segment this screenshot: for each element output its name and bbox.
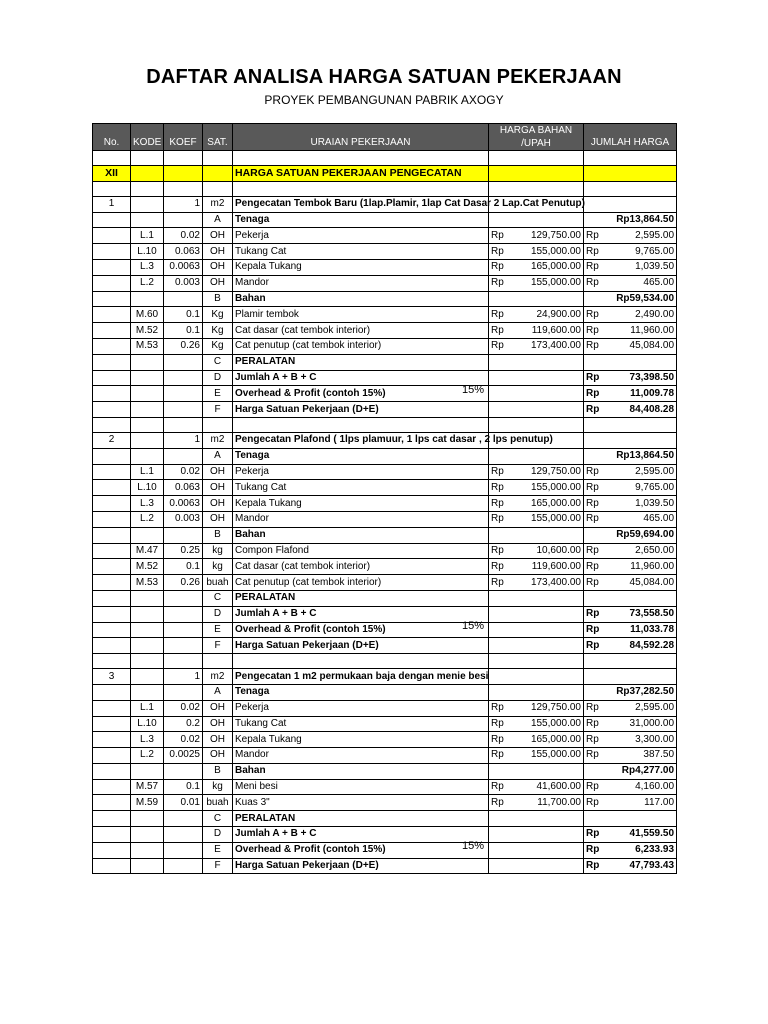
material-sat: kg (203, 559, 233, 575)
labor-sat: OH (203, 228, 233, 244)
material-amount: 11,960.00 (608, 559, 677, 575)
overhead-total: 6,233.93 (608, 842, 677, 858)
currency-label: Rp (584, 402, 608, 418)
material-code: M.53 (131, 338, 164, 354)
labor-price: 155,000.00 (513, 480, 584, 496)
group-letter: A (203, 212, 233, 228)
spacer-row (93, 417, 677, 432)
labor-code: L.2 (131, 275, 164, 291)
labor-code: L.10 (131, 480, 164, 496)
sum-total: 41,559.50 (608, 827, 677, 843)
material-code: M.60 (131, 307, 164, 323)
material-sat: Kg (203, 323, 233, 339)
material-row (93, 338, 677, 354)
group-total: Rp4,277.00 (584, 763, 677, 779)
sum-label: Jumlah A + B + C (233, 370, 489, 386)
header-uraian: URAIAN PEKERJAAN (233, 124, 489, 151)
group-c-row (93, 811, 677, 827)
header-harga (489, 124, 584, 151)
labor-row (93, 244, 677, 260)
material-desc: Cat penutup (cat tembok interior) (233, 338, 489, 354)
group-label: Bahan (233, 527, 489, 543)
item-title: Pengecatan 1 m2 permukaan baja dengan menie besi (233, 669, 489, 685)
material-price: 119,600.00 (513, 323, 584, 339)
material-code: M.57 (131, 779, 164, 795)
overhead-row (93, 386, 677, 402)
group-total: Rp59,694.00 (584, 527, 677, 543)
material-koef: 0.26 (164, 338, 203, 354)
labor-price: 155,000.00 (513, 511, 584, 527)
currency-label: Rp (489, 259, 513, 275)
material-desc: Compon Flafond (233, 543, 489, 559)
currency-label: Rp (489, 795, 513, 811)
sum-row (93, 370, 677, 386)
overhead-label: Overhead & Profit (contoh 15%) (235, 623, 386, 635)
labor-desc: Tukang Cat (233, 480, 489, 496)
labor-row (93, 275, 677, 291)
labor-row (93, 259, 677, 275)
currency-label: Rp (489, 275, 513, 291)
currency-label: Rp (489, 307, 513, 323)
labor-row (93, 732, 677, 748)
group-label: Bahan (233, 763, 489, 779)
overhead-row (93, 842, 677, 858)
labor-koef: 0.2 (164, 716, 203, 732)
labor-row (93, 700, 677, 716)
header-jumlah: JUMLAH HARGA (584, 124, 677, 151)
labor-amount: 387.50 (608, 748, 677, 764)
currency-label: Rp (489, 732, 513, 748)
material-koef: 0.1 (164, 779, 203, 795)
item-unit: m2 (203, 669, 233, 685)
material-koef: 0.1 (164, 323, 203, 339)
labor-koef: 0.02 (164, 228, 203, 244)
group-letter: A (203, 684, 233, 700)
header-kode: KODE (131, 124, 164, 151)
item-title: Pengecatan Tembok Baru (1lap.Plamir, 1lap Cat Dasar 2 Lap.Cat Penutup) (233, 196, 489, 212)
currency-label: Rp (584, 496, 608, 512)
currency-label: Rp (584, 795, 608, 811)
item-qty: 1 (164, 432, 203, 448)
labor-koef: 0.0063 (164, 259, 203, 275)
overhead-total: 11,033.78 (608, 622, 677, 638)
item-qty: 1 (164, 669, 203, 685)
labor-amount: 465.00 (608, 511, 677, 527)
labor-row (93, 480, 677, 496)
material-amount: 4,160.00 (608, 779, 677, 795)
labor-desc: Tukang Cat (233, 716, 489, 732)
labor-desc: Mandor (233, 275, 489, 291)
material-row (93, 795, 677, 811)
material-code: M.53 (131, 575, 164, 591)
unit-price-label: Harga Satuan Pekerjaan (D+E) (233, 858, 489, 874)
labor-koef: 0.003 (164, 275, 203, 291)
material-code: M.47 (131, 543, 164, 559)
currency-label: Rp (489, 323, 513, 339)
overhead-total: 11,009.78 (608, 386, 677, 402)
labor-sat: OH (203, 480, 233, 496)
labor-koef: 0.0025 (164, 748, 203, 764)
material-price: 24,900.00 (513, 307, 584, 323)
labor-amount: 3,300.00 (608, 732, 677, 748)
currency-label: Rp (489, 543, 513, 559)
material-desc: Kuas 3" (233, 795, 489, 811)
labor-sat: OH (203, 511, 233, 527)
group-letter: F (203, 402, 233, 418)
group-letter: C (203, 811, 233, 827)
group-letter: E (203, 386, 233, 402)
group-letter: F (203, 858, 233, 874)
material-row (93, 575, 677, 591)
currency-label: Rp (584, 842, 608, 858)
price-analysis-table (92, 123, 677, 874)
labor-amount: 31,000.00 (608, 716, 677, 732)
labor-row (93, 228, 677, 244)
group-letter: A (203, 448, 233, 464)
currency-label: Rp (584, 511, 608, 527)
labor-row (93, 716, 677, 732)
group-letter: D (203, 370, 233, 386)
material-amount: 2,650.00 (608, 543, 677, 559)
currency-label: Rp (584, 575, 608, 591)
group-label: Tenaga (233, 448, 489, 464)
item-header-row (93, 196, 677, 212)
currency-label: Rp (584, 307, 608, 323)
overhead-percent: 15% (461, 619, 484, 632)
material-amount: 45,084.00 (608, 338, 677, 354)
currency-label: Rp (489, 244, 513, 260)
labor-code: L.1 (131, 228, 164, 244)
labor-koef: 0.063 (164, 244, 203, 260)
currency-label: Rp (584, 480, 608, 496)
labor-desc: Kepala Tukang (233, 496, 489, 512)
material-price: 119,600.00 (513, 559, 584, 575)
labor-code: L.2 (131, 748, 164, 764)
spacer-row (93, 151, 677, 166)
unit-price-total: 84,592.28 (608, 638, 677, 654)
labor-amount: 1,039.50 (608, 496, 677, 512)
unit-price-label: Harga Satuan Pekerjaan (D+E) (233, 638, 489, 654)
group-b-row (93, 291, 677, 307)
material-koef: 0.1 (164, 559, 203, 575)
material-sat: Kg (203, 338, 233, 354)
labor-price: 165,000.00 (513, 496, 584, 512)
currency-label: Rp (584, 700, 608, 716)
material-code: M.52 (131, 559, 164, 575)
labor-price: 155,000.00 (513, 244, 584, 260)
labor-desc: Mandor (233, 748, 489, 764)
group-label: PERALATAN (233, 354, 489, 370)
group-a-row (93, 684, 677, 700)
labor-price: 129,750.00 (513, 464, 584, 480)
material-sat: buah (203, 575, 233, 591)
material-desc: Cat penutup (cat tembok interior) (233, 575, 489, 591)
currency-label: Rp (584, 228, 608, 244)
labor-price: 155,000.00 (513, 748, 584, 764)
labor-koef: 0.003 (164, 511, 203, 527)
currency-label: Rp (584, 716, 608, 732)
group-letter: C (203, 590, 233, 606)
labor-sat: OH (203, 732, 233, 748)
group-letter: D (203, 827, 233, 843)
material-row (93, 323, 677, 339)
overhead-percent: 15% (461, 840, 484, 853)
currency-label: Rp (489, 748, 513, 764)
header-no: No. (93, 124, 131, 151)
spacer-row (93, 181, 677, 196)
spacer-row (93, 654, 677, 669)
labor-desc: Tukang Cat (233, 244, 489, 260)
material-amount: 117.00 (608, 795, 677, 811)
overhead-cell (233, 619, 489, 638)
overhead-label: Overhead & Profit (contoh 15%) (235, 844, 386, 856)
unit-price-row (93, 402, 677, 418)
currency-label: Rp (584, 559, 608, 575)
labor-sat: OH (203, 700, 233, 716)
labor-code: L.1 (131, 700, 164, 716)
material-sat: kg (203, 543, 233, 559)
labor-amount: 1,039.50 (608, 259, 677, 275)
header-koef: KOEF (164, 124, 203, 151)
group-c-row (93, 590, 677, 606)
sum-label: Jumlah A + B + C (233, 827, 489, 843)
labor-koef: 0.02 (164, 464, 203, 480)
currency-label: Rp (584, 779, 608, 795)
overhead-percent: 15% (461, 383, 484, 396)
currency-label: Rp (584, 386, 608, 402)
group-letter: B (203, 291, 233, 307)
labor-code: L.2 (131, 511, 164, 527)
group-label: PERALATAN (233, 811, 489, 827)
labor-code: L.10 (131, 716, 164, 732)
item-qty: 1 (164, 196, 203, 212)
currency-label: Rp (584, 748, 608, 764)
currency-label: Rp (489, 575, 513, 591)
material-koef: 0.26 (164, 575, 203, 591)
labor-desc: Kepala Tukang (233, 732, 489, 748)
group-label: Tenaga (233, 684, 489, 700)
group-label: Bahan (233, 291, 489, 307)
material-amount: 2,490.00 (608, 307, 677, 323)
material-desc: Meni besi (233, 779, 489, 795)
group-letter: E (203, 622, 233, 638)
labor-row (93, 748, 677, 764)
currency-label: Rp (489, 700, 513, 716)
header-sat: SAT. (203, 124, 233, 151)
overhead-label: Overhead & Profit (contoh 15%) (235, 387, 386, 399)
labor-row (93, 464, 677, 480)
currency-label: Rp (584, 370, 608, 386)
material-sat: buah (203, 795, 233, 811)
currency-label: Rp (584, 244, 608, 260)
labor-code: L.3 (131, 732, 164, 748)
group-letter: D (203, 606, 233, 622)
labor-code: L.1 (131, 464, 164, 480)
labor-desc: Kepala Tukang (233, 259, 489, 275)
group-label: PERALATAN (233, 590, 489, 606)
labor-koef: 0.02 (164, 700, 203, 716)
material-desc: Plamir tembok (233, 307, 489, 323)
labor-price: 129,750.00 (513, 700, 584, 716)
group-a-row (93, 448, 677, 464)
item-unit: m2 (203, 196, 233, 212)
page-title: DAFTAR ANALISA HARGA SATUAN PEKERJAAN (146, 66, 622, 88)
material-desc: Cat dasar (cat tembok interior) (233, 323, 489, 339)
item-header-row (93, 669, 677, 685)
labor-price: 165,000.00 (513, 732, 584, 748)
currency-label: Rp (489, 464, 513, 480)
group-letter: C (203, 354, 233, 370)
labor-amount: 2,595.00 (608, 700, 677, 716)
currency-label: Rp (489, 496, 513, 512)
currency-label: Rp (584, 543, 608, 559)
labor-code: L.10 (131, 244, 164, 260)
currency-label: Rp (584, 638, 608, 654)
labor-desc: Mandor (233, 511, 489, 527)
sum-total: 73,398.50 (608, 370, 677, 386)
unit-price-label: Harga Satuan Pekerjaan (D+E) (233, 402, 489, 418)
header-harga-line2: /UPAH (521, 138, 551, 149)
labor-koef: 0.063 (164, 480, 203, 496)
material-code: M.59 (131, 795, 164, 811)
labor-sat: OH (203, 496, 233, 512)
group-total: Rp13,864.50 (584, 212, 677, 228)
group-letter: F (203, 638, 233, 654)
labor-price: 129,750.00 (513, 228, 584, 244)
material-price: 173,400.00 (513, 575, 584, 591)
material-row (93, 779, 677, 795)
currency-label: Rp (584, 323, 608, 339)
labor-price: 165,000.00 (513, 259, 584, 275)
labor-code: L.3 (131, 259, 164, 275)
item-number: 1 (93, 196, 131, 212)
labor-row (93, 496, 677, 512)
material-price: 10,600.00 (513, 543, 584, 559)
group-label: Tenaga (233, 212, 489, 228)
currency-label: Rp (489, 716, 513, 732)
material-amount: 45,084.00 (608, 575, 677, 591)
overhead-row (93, 622, 677, 638)
group-b-row (93, 527, 677, 543)
labor-desc: Pekerja (233, 700, 489, 716)
labor-sat: OH (203, 275, 233, 291)
group-letter: B (203, 527, 233, 543)
currency-label: Rp (489, 338, 513, 354)
labor-desc: Pekerja (233, 464, 489, 480)
item-header-row (93, 432, 677, 448)
material-koef: 0.01 (164, 795, 203, 811)
material-price: 41,600.00 (513, 779, 584, 795)
currency-label: Rp (584, 858, 608, 874)
labor-amount: 2,595.00 (608, 464, 677, 480)
group-letter: B (203, 763, 233, 779)
header-harga-line1: HARGA BAHAN (499, 125, 573, 136)
labor-row (93, 511, 677, 527)
sum-label: Jumlah A + B + C (233, 606, 489, 622)
labor-koef: 0.0063 (164, 496, 203, 512)
labor-amount: 2,595.00 (608, 228, 677, 244)
currency-label: Rp (584, 259, 608, 275)
labor-code: L.3 (131, 496, 164, 512)
currency-label: Rp (584, 827, 608, 843)
labor-koef: 0.02 (164, 732, 203, 748)
item-unit: m2 (203, 432, 233, 448)
labor-sat: OH (203, 748, 233, 764)
currency-label: Rp (489, 480, 513, 496)
item-title: Pengecatan Plafond ( 1lps plamuur, 1 lps cat dasar , 2 lps penutup) (233, 432, 489, 448)
header-row (93, 124, 677, 151)
material-row (93, 543, 677, 559)
material-sat: Kg (203, 307, 233, 323)
material-code: M.52 (131, 323, 164, 339)
group-a-row (93, 212, 677, 228)
material-row (93, 307, 677, 323)
unit-price-total: 84,408.28 (608, 402, 677, 418)
unit-price-total: 47,793.43 (608, 858, 677, 874)
currency-label: Rp (489, 559, 513, 575)
material-row (93, 559, 677, 575)
group-b-row (93, 763, 677, 779)
labor-amount: 465.00 (608, 275, 677, 291)
group-c-row (93, 354, 677, 370)
currency-label: Rp (584, 732, 608, 748)
material-price: 173,400.00 (513, 338, 584, 354)
item-number: 3 (93, 669, 131, 685)
currency-label: Rp (489, 228, 513, 244)
labor-sat: OH (203, 259, 233, 275)
currency-label: Rp (584, 606, 608, 622)
page-subtitle: PROYEK PEMBANGUNAN PABRIK AXOGY (264, 93, 504, 107)
unit-price-row (93, 858, 677, 874)
sum-row (93, 606, 677, 622)
sum-total: 73,558.50 (608, 606, 677, 622)
material-amount: 11,960.00 (608, 323, 677, 339)
labor-sat: OH (203, 244, 233, 260)
overhead-cell (233, 383, 489, 402)
labor-sat: OH (203, 464, 233, 480)
sum-row (93, 827, 677, 843)
item-number: 2 (93, 432, 131, 448)
labor-sat: OH (203, 716, 233, 732)
material-sat: kg (203, 779, 233, 795)
currency-label: Rp (584, 464, 608, 480)
currency-label: Rp (489, 511, 513, 527)
currency-label: Rp (489, 779, 513, 795)
group-letter: E (203, 842, 233, 858)
group-total: Rp37,282.50 (584, 684, 677, 700)
currency-label: Rp (584, 338, 608, 354)
material-desc: Cat dasar (cat tembok interior) (233, 559, 489, 575)
overhead-cell (233, 842, 489, 858)
group-total: Rp59,534.00 (584, 291, 677, 307)
section-row (93, 166, 677, 182)
material-koef: 0.25 (164, 543, 203, 559)
currency-label: Rp (584, 275, 608, 291)
labor-amount: 9,765.00 (608, 480, 677, 496)
labor-price: 155,000.00 (513, 275, 584, 291)
unit-price-row (93, 638, 677, 654)
group-total: Rp13,864.50 (584, 448, 677, 464)
currency-label: Rp (584, 622, 608, 638)
section-title: HARGA SATUAN PEKERJAAN PENGECATAN (233, 166, 489, 182)
material-koef: 0.1 (164, 307, 203, 323)
labor-desc: Pekerja (233, 228, 489, 244)
labor-amount: 9,765.00 (608, 244, 677, 260)
section-code: XII (93, 166, 131, 182)
material-price: 11,700.00 (513, 795, 584, 811)
labor-price: 155,000.00 (513, 716, 584, 732)
